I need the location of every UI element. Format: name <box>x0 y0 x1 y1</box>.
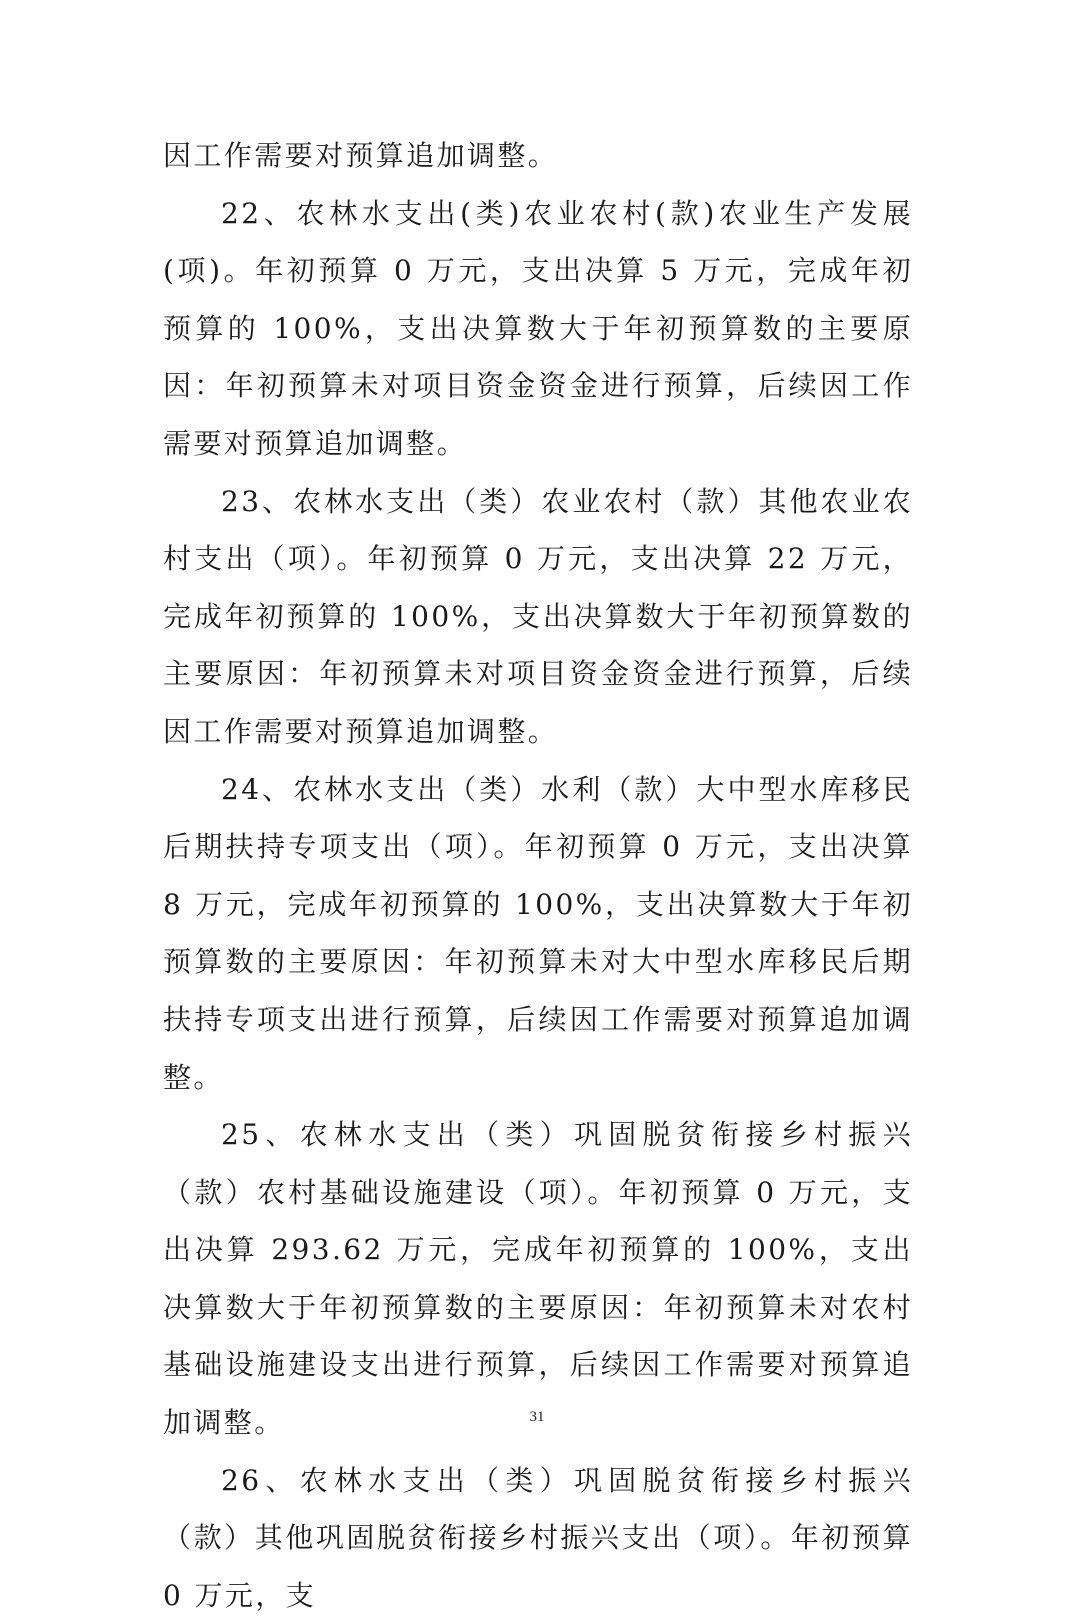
paragraph-item-26: 26、农林水支出（类）巩固脱贫衔接乡村振兴（款）其他巩固脱贫衔接乡村振兴支出（项）。年初预算 0 万元，支 <box>163 1463 913 1612</box>
paragraph-item-23: 23、农林水支出（类）农业农村（款）其他农业农村支出（项）。年初预算 0 万元，支出决算 22 万元，完成年初预算的 100%，支出决算数大于年初预算数的主要原因：年初预算未对项目资金资金进行预算，后续因工作需要对预算追加调整。 <box>163 484 913 748</box>
paragraph-item-22: 22、农林水支出(类)农业农村(款)农业生产发展(项)。年初预算 0 万元，支出决算 5 万元，完成年初预算的 100%，支出决算数大于年初预算数的主要原因：年初预算未对项目资金资金进行预算，后续因工作需要对预算追加调整。 <box>163 196 913 460</box>
paragraph-continuation: 因工作需要对预算追加调整。 <box>163 139 559 172</box>
document-body <box>163 127 913 1624</box>
page-number: 31 <box>529 1409 545 1425</box>
paragraph-item-24: 24、农林水支出（类）水利（款）大中型水库移民后期扶持专项支出（项）。年初预算 0 万元，支出决算 8 万元，完成年初预算的 100%，支出决算数大于年初预算数的主要原因：年初预算未对大中型水库移民后期扶持专项支出进行预算，后续因工作需要对预算追加调整。 <box>163 772 913 1094</box>
paragraph-item-25: 25、农林水支出（类）巩固脱贫衔接乡村振兴（款）农村基础设施建设（项）。年初预算 0 万元，支出决算 293.62 万元，完成年初预算的 100%，支出决算数大于年初预算数的主要原因：年初预算未对农村基础设施建设支出进行预算，后续因工作需要对预算追加调整。 <box>163 1118 913 1440</box>
